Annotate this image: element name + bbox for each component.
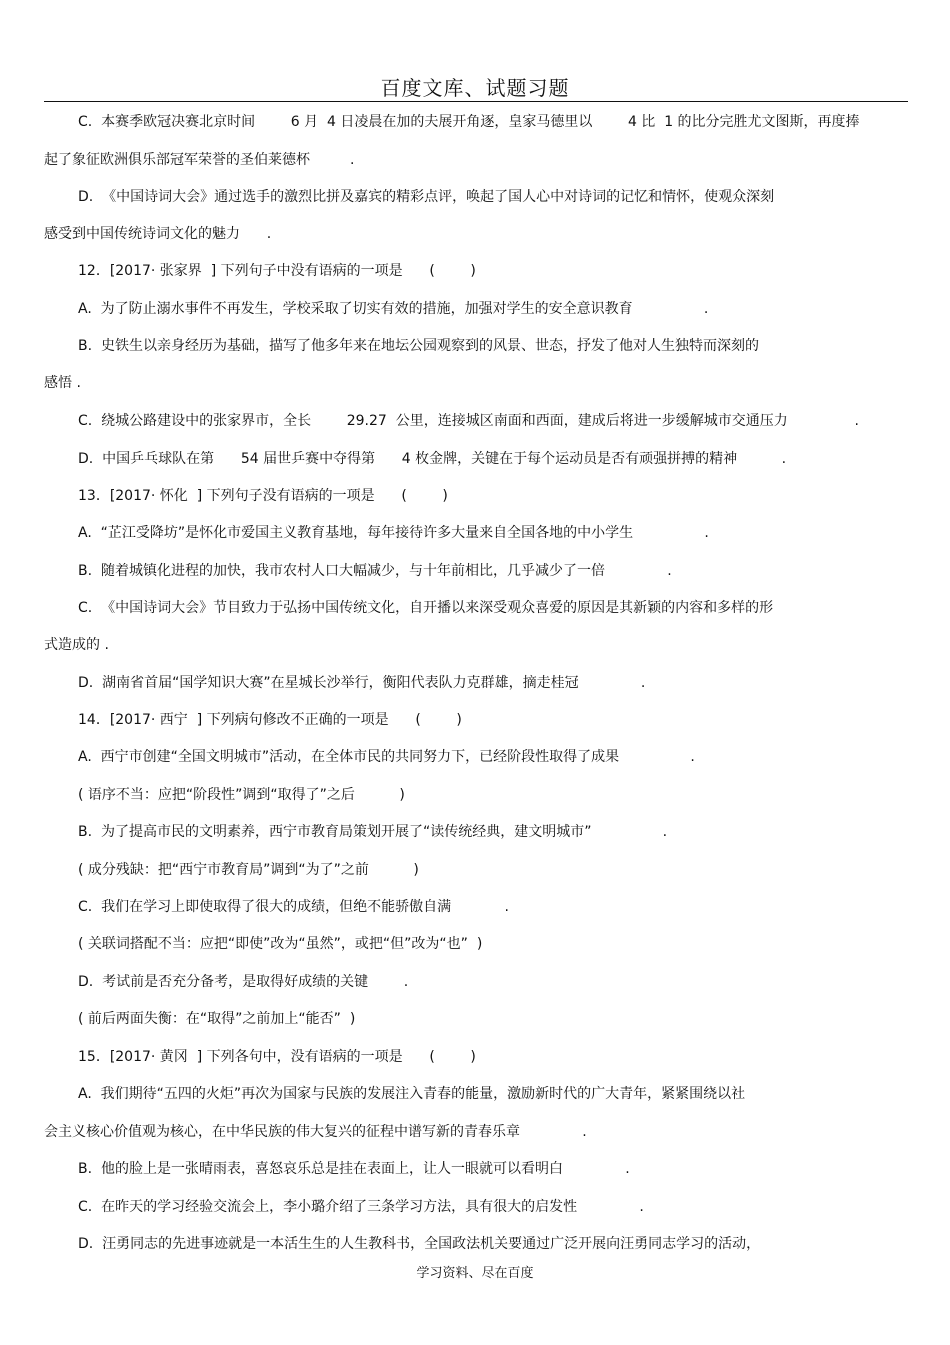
option-line: D. 中国乒乓球队在第 54 届世乒赛中夺得第 4 枚金牌，关键在于每个运动员是否有顽强拼搏的精神 .	[78, 451, 787, 467]
option-line: B. 为了提高市民的文明素养，西宁市教育局策划开展了“读传统经典，建文明城市” .	[78, 824, 668, 840]
option-line: A. 为了防止溺水事件不再发生，学校采取了切实有效的措施，加强对学生的安全意识教育 .	[78, 301, 709, 317]
text-line: 感受到中国传统诗词文化的魅力 .	[44, 226, 272, 242]
option-line: C. 我们在学习上即使取得了很大的成绩，但绝不能骄傲自满 .	[78, 899, 509, 915]
header-divider	[44, 101, 908, 102]
correction-note: ( 关联词搭配不当：应把“即使”改为“虽然”，或把“但”改为“也” )	[78, 936, 483, 952]
option-line: B. 他的脸上是一张晴雨表，喜怒哀乐总是挂在表面上，让人一眼就可以看明白 .	[78, 1161, 630, 1177]
option-line: D. 湖南省首届“国学知识大赛”在星城长沙举行，衡阳代表队力克群雄，摘走桂冠 .	[78, 675, 646, 691]
option-line: C. 在昨天的学习经验交流会上，李小璐介绍了三条学习方法，具有很大的启发性 .	[78, 1199, 644, 1215]
text-line: D. 《中国诗词大会》通过选手的激烈比拼及嘉宾的精彩点评，唤起了国人心中对诗词的记忆和情怀，使观众深刻	[78, 189, 775, 205]
question-title: 14．[2017· 西宁 ] 下列病句修改不正确的一项是 ( )	[78, 712, 462, 728]
correction-note: ( 成分残缺：把“西宁市教育局”调到“为了”之前 )	[78, 862, 419, 878]
text-line: 感悟 .	[44, 375, 81, 391]
text-line: 起了象征欧洲俱乐部冠军荣誉的圣伯莱德杯 .	[44, 152, 355, 168]
question-title: 15．[2017· 黄冈 ] 下列各句中，没有语病的一项是 ( )	[78, 1049, 476, 1065]
page-title: 百度文库、试题习题	[380, 76, 570, 100]
option-line: A. “芷江受降坊”是怀化市爱国主义教育基地，每年接待许多大量来自全国各地的中小学生 .	[78, 525, 709, 541]
option-line: D. 汪勇同志的先进事迹就是一本活生生的人生教科书，全国政法机关要通过广泛开展向汪勇同志学习的活动，	[78, 1236, 761, 1252]
option-line: A. 西宁市创建“全国文明城市”活动，在全体市民的共同努力下，已经阶段性取得了成果 .	[78, 749, 695, 765]
option-line: D. 考试前是否充分备考，是取得好成绩的关键 .	[78, 974, 409, 990]
text-line: 会主义核心价值观为核心，在中华民族的伟大复兴的征程中谱写新的青春乐章 .	[44, 1124, 587, 1140]
option-line: B. 随着城镇化进程的加快，我市农村人口大幅减少，与十年前相比，几乎减少了一倍 .	[78, 563, 672, 579]
text-line: 式造成的 .	[44, 637, 109, 653]
question-title: 12．[2017· 张家界 ] 下列句子中没有语病的一项是 ( )	[78, 263, 476, 279]
option-line: A. 我们期待“五四的火炬”再次为国家与民族的发展注入青春的能量，激励新时代的广大青年，紧紧围绕以社	[78, 1086, 746, 1102]
correction-note: ( 前后两面失衡：在“取得”之前加上“能否” )	[78, 1011, 356, 1027]
option-line: C. 《中国诗词大会》节目致力于弘扬中国传统文化，自开播以来深受观众喜爱的原因是其新颖的内容和多样的形	[78, 600, 774, 616]
option-line: C. 绕城公路建设中的张家界市，全长 29.27 公里，连接城区南面和西面，建成后将进一步缓解城市交通压力 .	[78, 413, 859, 429]
question-title: 13．[2017· 怀化 ] 下列句子没有语病的一项是 ( )	[78, 488, 448, 504]
option-line: B. 史铁生以亲身经历为基础，描写了他多年来在地坛公园观察到的风景、世态，抒发了他对人生独特而深刻的	[78, 338, 759, 354]
correction-note: ( 语序不当：应把“阶段性”调到“取得了”之后 )	[78, 787, 405, 803]
text-line: C. 本赛季欧冠决赛北京时间 6 月 4 日凌晨在加的夫展开角逐，皇家马德里以 4 比 1 的比分完胜尤文图斯，再度捧	[78, 114, 860, 130]
page-footer: 学习资料、尽在百度	[416, 1266, 534, 1281]
